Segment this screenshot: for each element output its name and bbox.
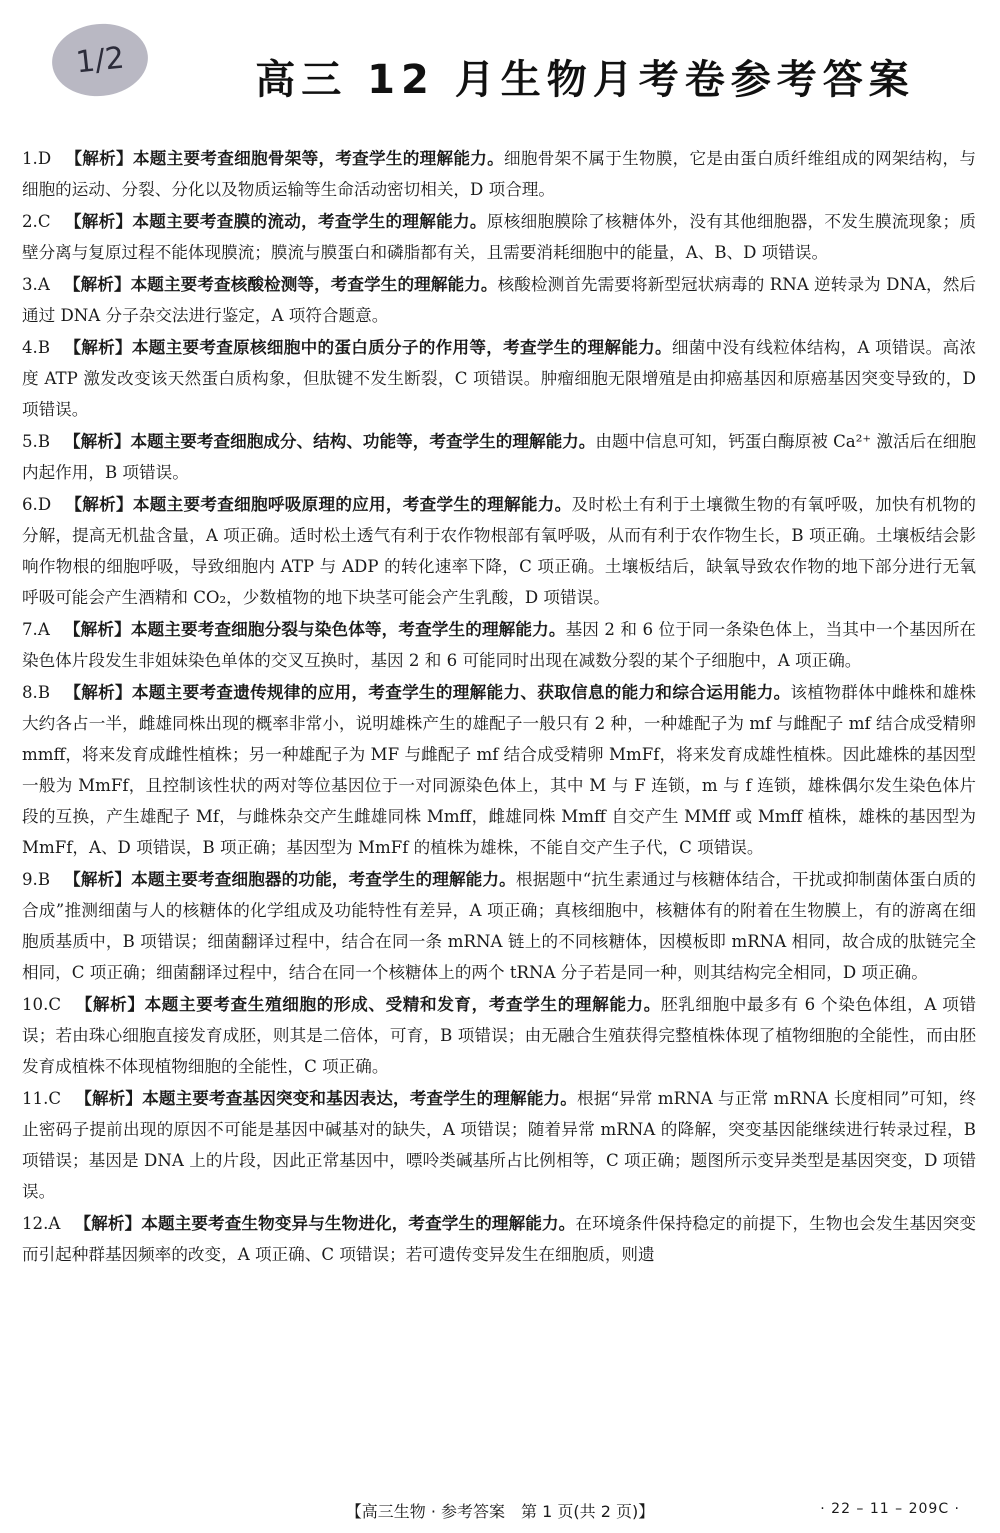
answer-number: 9. [22, 870, 38, 889]
answer-choice: B [37, 683, 51, 702]
analysis-topic: 本题主要考查细胞呼吸原理的应用，考查学生的理解能力。 [132, 495, 572, 514]
analysis-body: 基因 2 和 6 位于同一条染色体上，当其中一个基因所在染色体片段发生非姐妹染色单体的交叉互换时，基因 2 和 6 可能同时出现在减数分裂的某个子细胞中，A 项正确。 [22, 620, 977, 670]
answer-item [22, 269, 976, 331]
answer-item [22, 677, 976, 863]
answer-choice: A [37, 275, 50, 294]
analysis-body: 胚乳细胞中最多有 6 个染色体组，A 项错误；若由珠心细胞直接发育成胚，则其是二倍体，可育，B 项错误；由无融合生殖获得完整植株体现了植物细胞的全能性，而由胚发育成植株不体现植物细胞的全能性，C 项正确。 [22, 995, 977, 1076]
answer-number: 11. [22, 1089, 49, 1108]
analysis-topic: 本题主要考查原核细胞中的蛋白质分子的作用等，考查学生的理解能力。 [131, 338, 672, 357]
analysis-tag: 【解析】 [74, 1214, 142, 1233]
analysis-topic: 本题主要考查生物变异与生物进化，考查学生的理解能力。 [141, 1214, 576, 1233]
analysis-body: 由题中信息可知，钙蛋白酶原被 Ca²⁺ 激活后在细胞内起作用，B 项错误。 [22, 432, 976, 482]
analysis-body: 在环境条件保持稳定的前提下，生物也会发生基因突变而引起种群基因频率的改变，A 项正确、C 项错误；若可遗传变异发生在细胞质，则遗 [22, 1214, 977, 1264]
answer-choice: B [37, 338, 51, 357]
answer-choice: B [37, 432, 51, 451]
analysis-topic: 本题主要考查膜的流动，考查学生的理解能力。 [132, 212, 487, 231]
answer-number: 12. [22, 1214, 49, 1233]
answer-number: 3. [22, 275, 38, 294]
footer-page-info: 【高三生物 · 参考答案 第 1 页(共 2 页)】 [345, 1502, 655, 1521]
analysis-tag: 【解析】 [65, 495, 133, 514]
analysis-tag: 【解析】 [75, 1089, 143, 1108]
analysis-tag: 【解析】 [64, 683, 132, 702]
analysis-body: 细胞骨架不属于生物膜，它是由蛋白质纤维组成的网架结构，与细胞的运动、分裂、分化以及物质运输等生命活动密切相关，D 项合理。 [22, 149, 977, 199]
answer-choice: C [48, 995, 62, 1014]
answer-number: 7. [22, 620, 38, 639]
page-footer [0, 1493, 1000, 1527]
analysis-tag: 【解析】 [64, 338, 132, 357]
page-badge: 1/2 [48, 19, 151, 101]
answer-choice: D [37, 495, 52, 514]
analysis-topic: 本题主要考查细胞成分、结构、功能等，考查学生的理解能力。 [130, 432, 596, 451]
answer-number: 8. [22, 683, 38, 702]
answer-choice: A [37, 620, 50, 639]
answer-choice: B [37, 870, 51, 889]
answer-item [22, 864, 976, 988]
analysis-body: 根据题中“抗生素通过与核糖体结合，干扰或抑制菌体蛋白质的合成”推测细菌与人的核糖体的化学组成及功能特性有差异，A 项正确；真核细胞中，核糖体有的附着在生物膜上，有的游离在细胞质基质中，B 项错误；细菌翻译过程中，结合在同一条 mRNA 链上的不同核糖体，因模板即 mRNA 相同，故合成的肽链完全相同，C 项正确；细菌翻译过程中，结合在同一个核糖体上的两个 tRNA 分子若是同一种，则其结构完全相同，D 项正确。 [22, 870, 977, 982]
answer-choice: C [37, 212, 51, 231]
answer-number: 4. [22, 338, 38, 357]
answer-choice: C [48, 1089, 62, 1108]
analysis-topic: 本题主要考查细胞器的功能，考查学生的理解能力。 [131, 870, 516, 889]
analysis-body: 该植物群体中雌株和雄株大约各占一半，雌雄同株出现的概率非常小，说明雄株产生的雄配子一般只有 2 种，一种雄配子为 mf 与雌配子 mf 结合成受精卵 mmff，将来发育成雌性植株；另一种雄配子为 MF 与雌配子 mf 结合成受精卵 MmFf，将来发育成雄性植株。因此雄株的基因型一般为 MmFf，且控制该性状的两对等位基因位于一对同源染色体上，其中 M 与 F 连锁，m 与 f 连锁，雄株偶尔发生染色体片段的互换，产生雄配子 Mf，与雌株杂交产生雌雄同株 Mmff，雌雄同株 Mmff 自交产生 MMff 或 Mmff 植株，雄株的基因型为 MmFf，A、D 项错误，B 项正确；基因型为 MmFf 的植株为雄株，不能自交产生子代，C 项错误。 [22, 683, 977, 857]
answer-item [22, 426, 976, 488]
analysis-tag: 【解析】 [64, 212, 133, 231]
answer-item [22, 1083, 976, 1207]
analysis-topic: 本题主要考查核酸检测等，考查学生的理解能力。 [130, 275, 498, 294]
answer-item [22, 143, 976, 205]
analysis-body: 及时松土有利于土壤微生物的有氧呼吸，加快有机物的分解，提高无机盐含量，A 项正确。适时松土透气有利于农作物根部有氧呼吸，从而有利于农作物生长，B 项正确。土壤板结会影响作物根的细胞呼吸，导致细胞内 ATP 与 ADP 的转化速率下降，C 项正确。土壤板结后，缺氧导致农作物的地下部分进行无氧呼吸可能会产生酒精和 CO₂，少数植物的地下块茎可能会产生乳酸，D 项错误。 [22, 495, 977, 607]
answer-item [22, 332, 976, 425]
answer-number: 1. [22, 149, 38, 168]
analysis-tag: 【解析】 [75, 995, 145, 1014]
answer-item [22, 1208, 976, 1270]
page-title: 高三 12 月生物月考卷参考答案 [255, 57, 915, 103]
analysis-tag: 【解析】 [64, 432, 131, 451]
analysis-tag: 【解析】 [63, 275, 131, 294]
analysis-tag: 【解析】 [63, 620, 131, 639]
answer-item [22, 989, 976, 1082]
answer-number: 10. [22, 995, 49, 1014]
analysis-topic: 本题主要考查细胞分裂与染色体等，考查学生的理解能力。 [130, 620, 566, 639]
analysis-topic: 本题主要考查遗传规律的应用，考查学生的理解能力、获取信息的能力和综合运用能力。 [131, 683, 791, 702]
answer-number: 2. [22, 212, 38, 231]
analysis-tag: 【解析】 [65, 149, 133, 168]
answer-choice: A [48, 1214, 61, 1233]
analysis-topic: 本题主要考查细胞骨架等，考查学生的理解能力。 [132, 149, 504, 168]
analysis-body: 根据“异常 mRNA 与正常 mRNA 长度相同”可知，终止密码子提前出现的原因不可能是基因中碱基对的缺失，A 项错误；随着异常 mRNA 的降解，突变基因能继续进行转录过程，B 项错误；基因是 DNA 上的片段，因此正常基因中，嘌呤类碱基所占比例相等，C 项正确；题图所示变异类型是基因突变，D 项错误。 [22, 1089, 977, 1201]
answer-number: 6. [22, 495, 38, 514]
footer-code: · 22 – 11 – 209C · [820, 1501, 960, 1517]
analysis-topic: 本题主要考查生殖细胞的形成、受精和发育，考查学生的理解能力。 [144, 995, 661, 1014]
analysis-body: 原核细胞膜除了核糖体外，没有其他细胞器，不发生膜流现象；质壁分离与复原过程不能体现膜流；膜流与膜蛋白和磷脂都有关，且需要消耗细胞中的能量，A、B、D 项错误。 [22, 212, 977, 262]
analysis-body: 核酸检测首先需要将新型冠状病毒的 RNA 逆转录为 DNA，然后通过 DNA 分子杂交法进行鉴定，A 项符合题意。 [22, 275, 976, 325]
answer-list [22, 143, 976, 1271]
answer-item [22, 614, 976, 676]
answer-item [22, 206, 976, 268]
answer-number: 5. [22, 432, 38, 451]
answer-item [22, 489, 976, 613]
answer-choice: D [37, 149, 52, 168]
analysis-tag: 【解析】 [64, 870, 132, 889]
analysis-topic: 本题主要考查基因突变和基因表达，考查学生的理解能力。 [142, 1089, 577, 1108]
analysis-body: 细菌中没有线粒体结构，A 项错误。高浓度 ATP 激发改变该天然蛋白质构象，但肽键不发生断裂，C 项错误。肿瘤细胞无限增殖是由抑癌基因和原癌基因突变导致的，D 项错误。 [22, 338, 977, 419]
